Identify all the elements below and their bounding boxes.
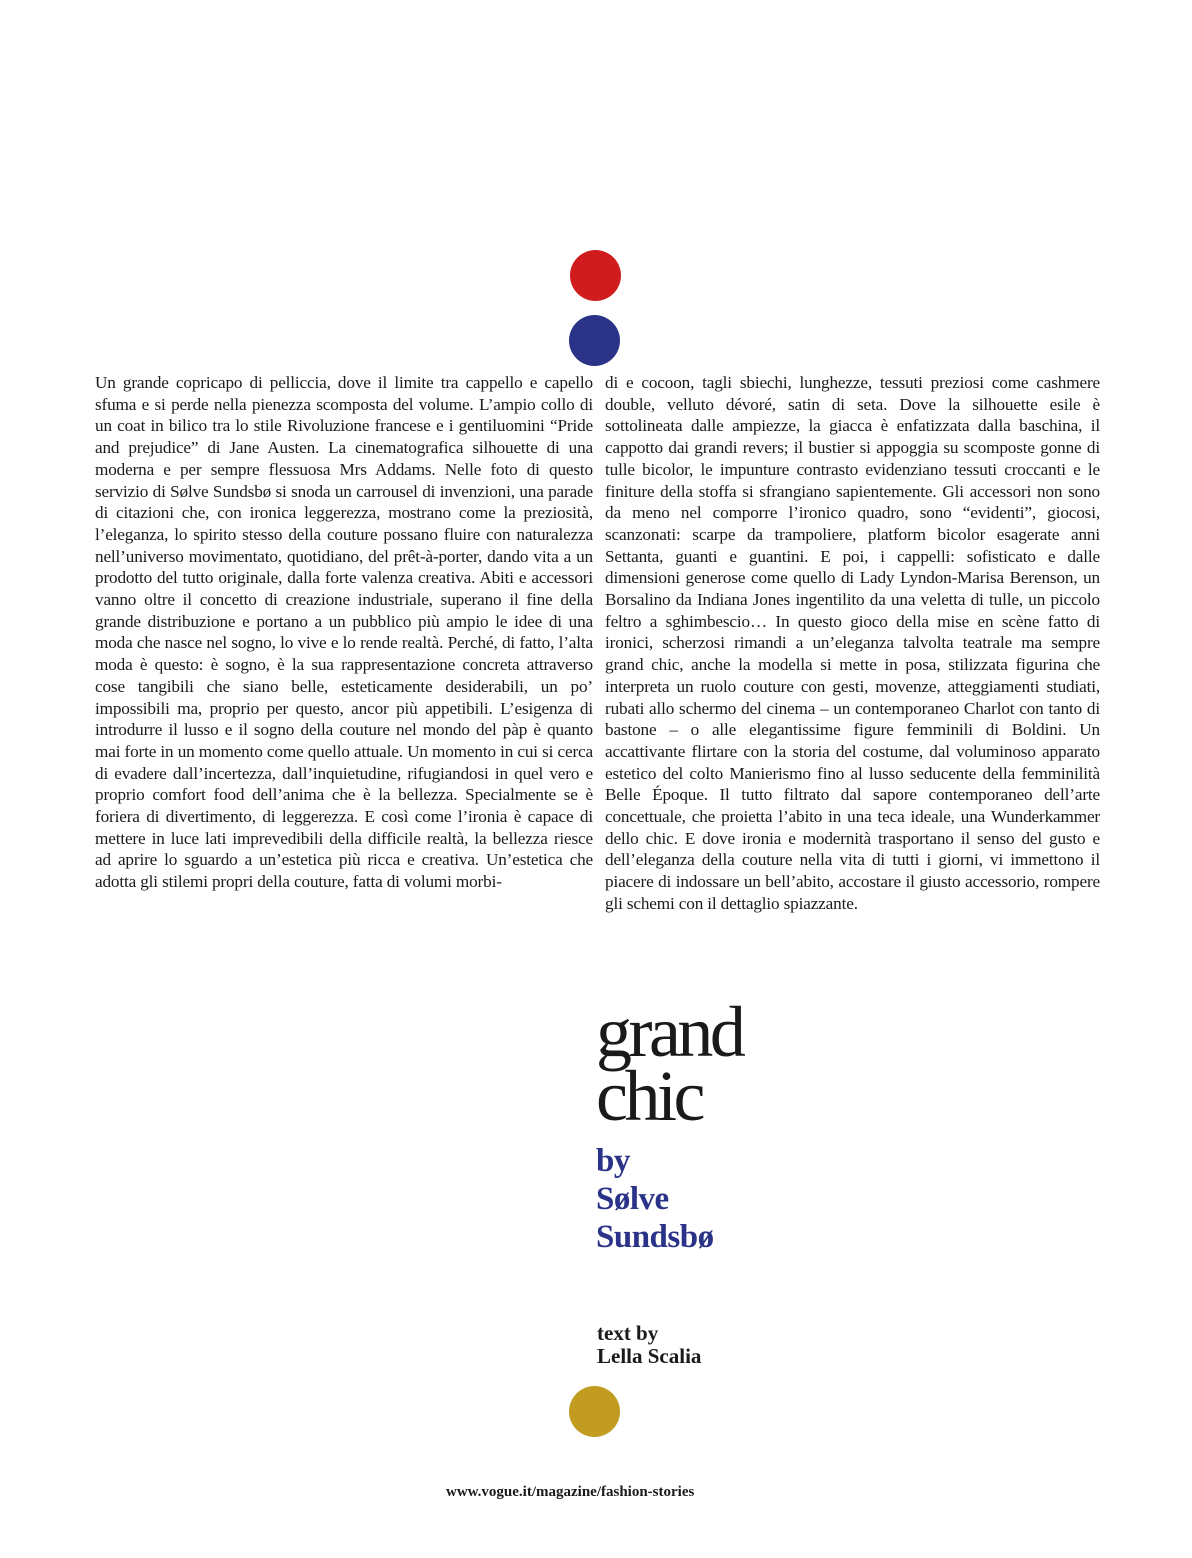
photographer-byline	[596, 1142, 714, 1256]
credit-line: Lella Scalia	[597, 1344, 702, 1368]
red-dot	[570, 250, 621, 301]
article-column-right	[605, 372, 1100, 915]
article-paragraph: Un grande copricapo di pelliccia, dove il limite tra cappello e capello sfuma e si perde nella pienezza scomposta del volume. L’ampio collo di un coat in bilico tra lo stile Rivoluzione francese e i gentiluomini “Pride and prejudice” di Jane Austen. La cinematografica silhouette di una moderna e per sempre flessuosa Mrs Addams. Nelle foto di questo servizio di Sølve Sundsbø si snoda un carrousel di invenzioni, una parade di citazioni che, con ironica leggerezza, mostrano come la preziosità, l’eleganza, lo spirito stesso della couture possano fluire con naturalezza nell’universo movimentato, quotidiano, del prêt-à-porter, dando vita a un prodotto del tutto originale, dalla forte valenza creativa. Abiti e accessori vanno oltre il concetto di creazione industriale, superano il fine della grande distribuzione e portano a un pubblico più ampio le idee di una moda che nasce nel sogno, lo vive e lo rende realtà. Perché, di fatto, l’alta moda è questo: è sogno, è la sua rappresentazione concreta attraverso cose tangibili che siano belle, esteticamente desiderabili, un po’ impossibili ma, proprio per questo, ancor più appetibili. L’esigenza di introdurre il lusso e il sogno della couture nel mondo del pàp è quanto mai forte in un momento come quello attuale. Un momento in cui si cerca di evadere dall’incertezza, dall’inquietudine, rifugiandosi in quel vero e proprio comfort food dell’anima che è la bellezza. Specialmente se è foriera di divertimento, di leggerezza. E così come l’ironia è capace di mettere in luce lati imprevedibili della difficile realtà, la bellezza riesce ad aprire lo sguardo a un’estetica più ricca e creativa. Un’estetica che adotta gli stilemi propri della couture, fatta di volumi morbi-	[95, 373, 593, 892]
blue-dot	[569, 315, 620, 366]
credit-line: text by	[597, 1321, 659, 1345]
footer-url[interactable]: www.vogue.it/magazine/fashion-stories	[446, 1484, 695, 1500]
title-line: chic	[596, 1056, 702, 1136]
byline-line: Sølve	[596, 1181, 669, 1217]
title-line: grand	[596, 992, 743, 1072]
byline-line: Sundsbø	[596, 1219, 714, 1255]
byline-line: by	[596, 1143, 630, 1179]
gold-dot	[569, 1386, 620, 1437]
text-credit	[597, 1322, 701, 1368]
article-title	[596, 992, 743, 1136]
article-paragraph: di e cocoon, tagli sbiechi, lunghezze, tessuti preziosi come cashmere double, velluto dévoré, satin di seta. Dove la silhouette esile è sottolineata dalle ampiezze, la giacca è enfatizzata dalla baschina, il cappotto dai grandi revers; il bustier si appoggia su scomposte gonne di tulle bicolor, le impunture contrasto evidenziano tessuti croccanti e le finiture della stoffa si sfrangiano sapientemente. Gli accessori non sono da meno nel comporre l’ironico quadro, sono “evidenti”, giocosi, scanzonati: scarpe da trampoliere, platform bicolor esagerate anni Settanta, guanti e guantini. E poi, i cappelli: sofisticato e dalle dimensioni generose come quello di Lady Lyndon-Marisa Berenson, un Borsalino da Indiana Jones ingentilito da una veletta di tulle, un piccolo feltro a sghimbescio… In questo gioco della mise en scène fatto di ironici, scherzosi rimandi a un’eleganza talvolta teatrale ma sempre grand chic, anche la modella si mette in posa, stilizzata figurina che interpreta un ruolo couture con gesti, movenze, atteggiamenti studiati, rubati allo schermo del cinema – un contemporaneo Charlot con tanto di bastone – o alle elegantissime figure femminili di Boldini. Un accattivante flirtare con la storia del costume, dal voluminoso apparato estetico del colto Manierismo fino al lusso seducente della femminilità Belle Époque. Il tutto filtrato dal sapore contemporaneo dell’arte concettuale, che proietta l’abito in una teca ideale, una Wunderkammer dello chic. E dove ironia e modernità trasportano il senso del gusto e dell’eleganza della couture nella vita di tutti i giorni, vi immettono il piacere di indossare un bell’abito, accostare il giusto accessorio, rompere gli schemi con il dettaglio spiazzante.	[605, 373, 1100, 913]
article-column-left	[95, 372, 593, 893]
